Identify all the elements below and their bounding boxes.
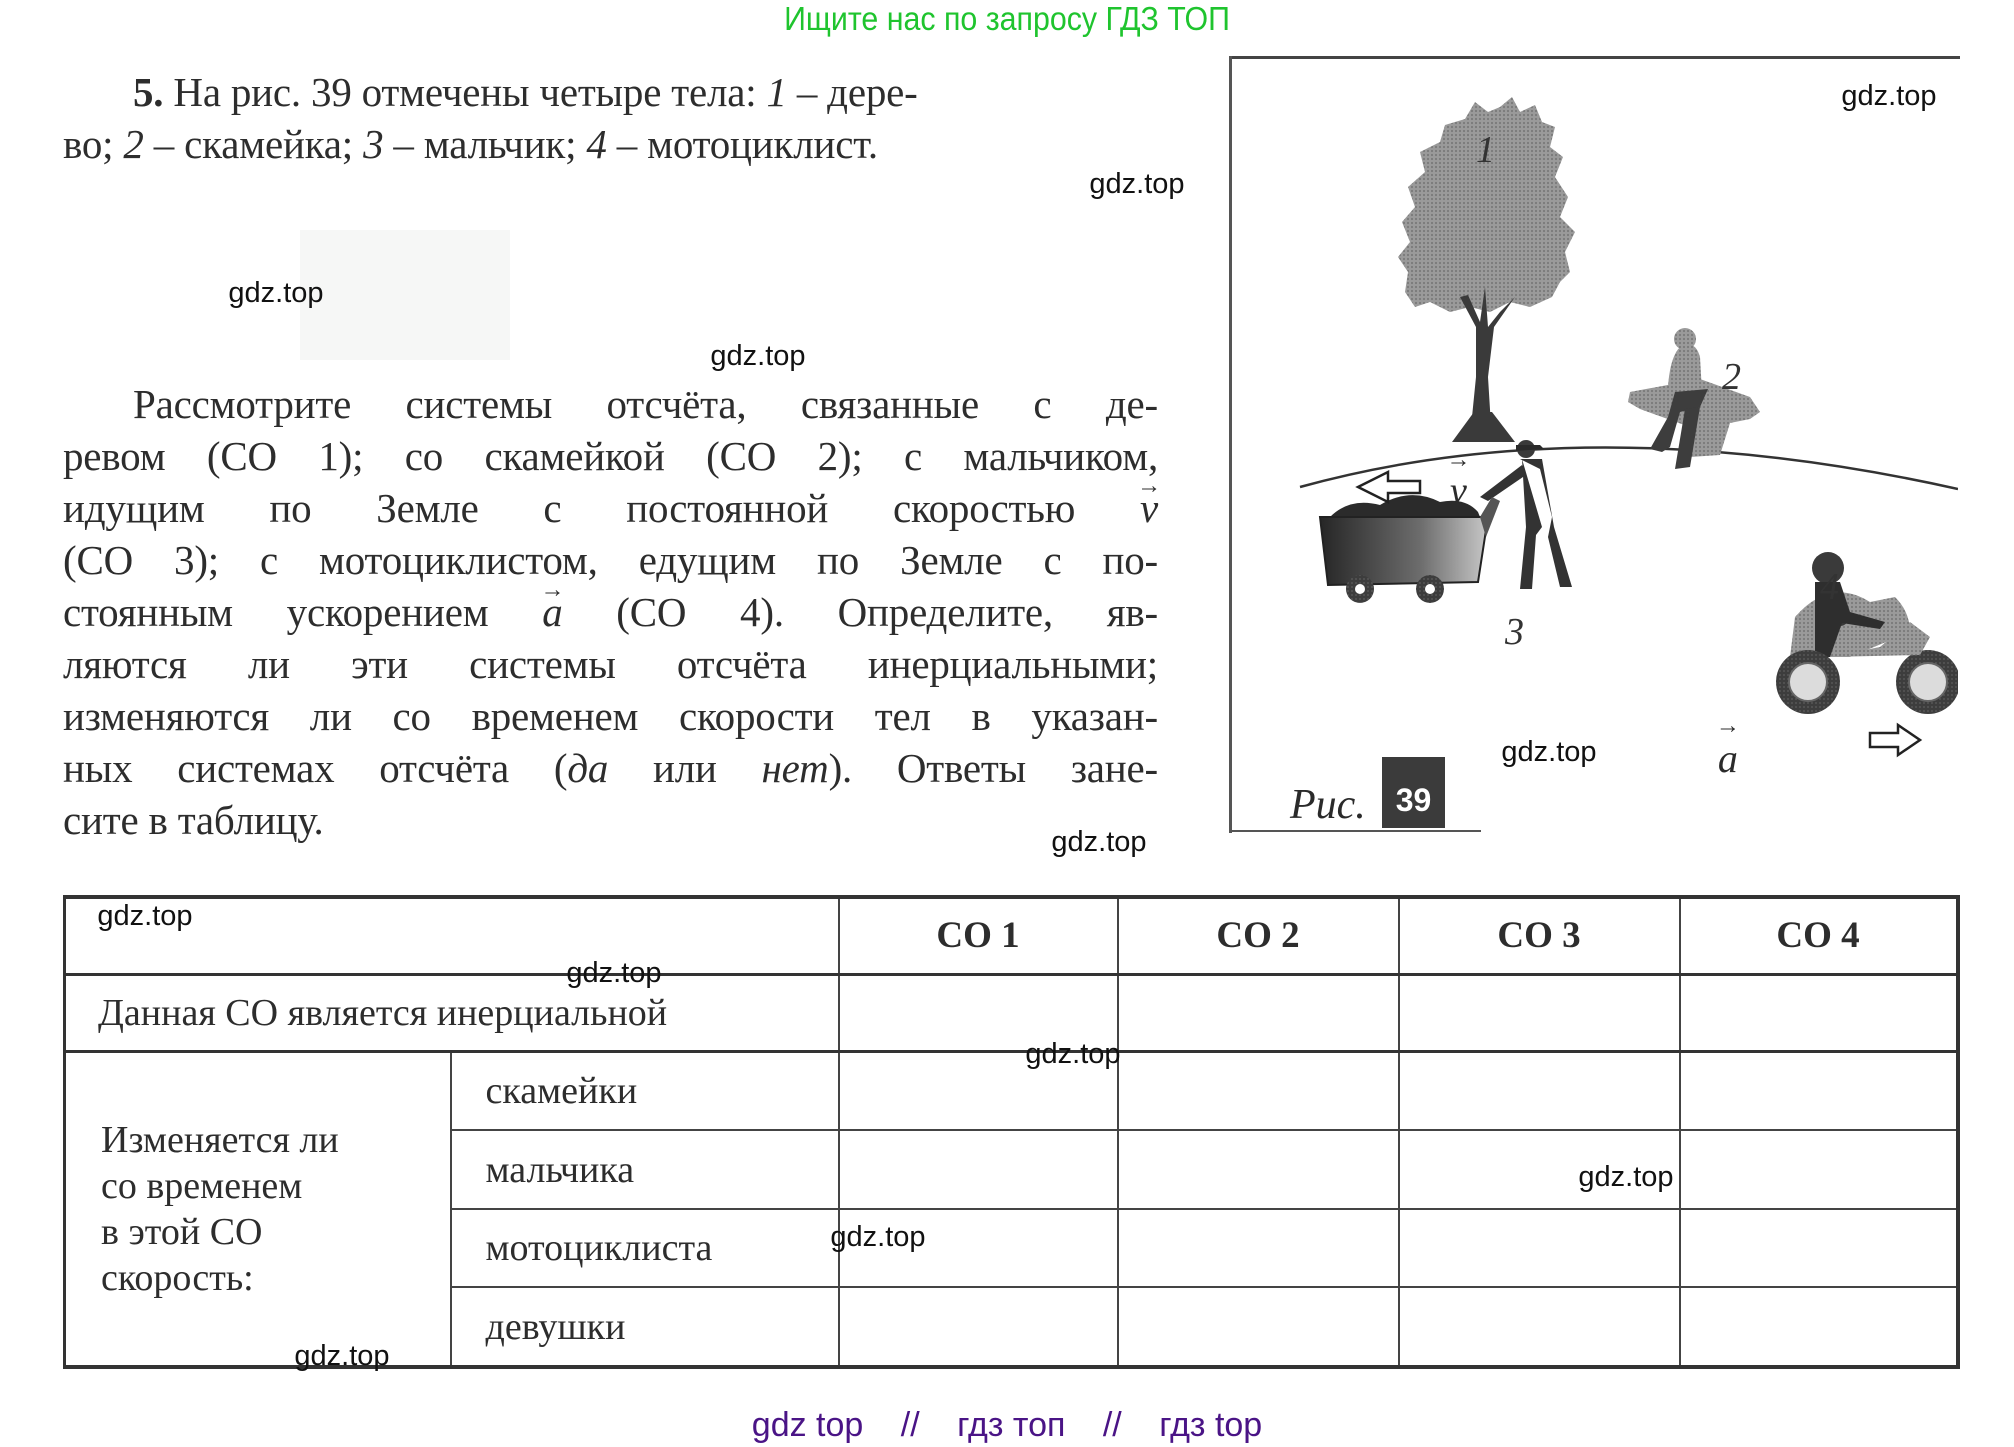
- sub-row-label: скамейки: [451, 1051, 839, 1130]
- table-header-row: [65, 897, 1958, 974]
- intro-number: 4: [586, 121, 607, 167]
- watermark-text: gdz.top: [1841, 80, 1937, 112]
- intro-text: во;: [63, 121, 124, 167]
- footer-link[interactable]: gdz top: [751, 1406, 864, 1444]
- watermark-text: gdz.top: [1089, 168, 1185, 200]
- watermark-text: gdz.top: [710, 340, 806, 372]
- figure-illustration: [1230, 57, 1958, 832]
- answer-cell[interactable]: [839, 1287, 1118, 1367]
- answer-cell[interactable]: [1399, 974, 1680, 1051]
- answer-cell[interactable]: [1399, 1287, 1680, 1367]
- figure-vector-a: → a: [1718, 735, 1738, 782]
- intro-number: 1: [766, 69, 787, 115]
- intro-text: На рис. 39 отмечены четыре тела:: [173, 69, 767, 115]
- figure-number-badge: 39: [1382, 757, 1445, 828]
- body-line: ревом (СО 1); со скамейкой (СО 2); с мальчиком,: [63, 433, 1158, 479]
- intro-number: 3: [363, 121, 384, 167]
- answer-cell[interactable]: [1118, 974, 1399, 1051]
- sub-row-label: мальчика: [451, 1130, 839, 1209]
- column-header: СО 4: [1680, 897, 1958, 974]
- watermark-text: gdz.top: [1501, 736, 1597, 768]
- answer-cell[interactable]: [1680, 1051, 1958, 1130]
- label-boy: 3: [1505, 611, 1524, 653]
- footer-separator: //: [1102, 1406, 1122, 1444]
- body-line: (СО 3); с мотоциклистом, едущим по Земле с по-: [63, 537, 1158, 583]
- watermark-text: gdz.top: [228, 277, 324, 309]
- answer-cell[interactable]: [1680, 1209, 1958, 1287]
- answer-cell[interactable]: [1118, 1051, 1399, 1130]
- watermark-text: gdz.top: [294, 1340, 390, 1372]
- answer-cell[interactable]: [1118, 1130, 1399, 1209]
- body-line: ных системах отсчёта (да или нет). Ответы зане-: [63, 745, 1158, 791]
- watermark-text: gdz.top: [566, 957, 662, 989]
- intro-text: – мальчик;: [383, 121, 587, 167]
- body-line: Рассмотрите системы отсчёта, связанные с де-: [133, 381, 1158, 427]
- figure-caption: Рис.: [1290, 782, 1366, 828]
- figure-vector-v: → v: [1450, 469, 1467, 513]
- task-number: 5.: [133, 69, 164, 115]
- search-banner: Ищите нас по запросу ГДЗ ТОП: [784, 0, 1230, 37]
- footer-link[interactable]: гдз топ: [957, 1406, 1066, 1444]
- answer-cell[interactable]: [1680, 1130, 1958, 1209]
- table-row: [65, 974, 1958, 1051]
- body-line: изменяются ли со временем скорости тел в указан-: [63, 693, 1158, 739]
- column-header: СО 1: [839, 897, 1118, 974]
- row-label-inertial: Данная СО является инерциальной: [65, 974, 839, 1051]
- footer-link[interactable]: гдз top: [1159, 1406, 1263, 1444]
- answer-cell[interactable]: [1118, 1287, 1399, 1367]
- footer-separator: //: [900, 1406, 920, 1444]
- velocity-vector: → v: [1140, 482, 1158, 534]
- footer-links: [0, 1405, 2014, 1445]
- answer-cell[interactable]: [1680, 974, 1958, 1051]
- answer-cell[interactable]: [1680, 1287, 1958, 1367]
- label-motorcyclist: 4: [1820, 566, 1839, 608]
- body-line: стоянным ускорением → a (СО 4). Определите, яв-: [63, 586, 1158, 638]
- acceleration-vector: → a: [542, 586, 562, 638]
- body-line: идущим по Земле с постоянной скоростью → v: [63, 482, 1158, 534]
- answer-cell[interactable]: [1399, 1209, 1680, 1287]
- column-header: СО 2: [1118, 897, 1399, 974]
- watermark-text: gdz.top: [1025, 1038, 1121, 1070]
- watermark-text: gdz.top: [830, 1221, 926, 1253]
- watermark-text: gdz.top: [1051, 826, 1147, 858]
- intro-number: 2: [123, 121, 144, 167]
- intro-text: – мотоциклист.: [606, 121, 878, 167]
- motorcycle-icon: [1776, 552, 1958, 755]
- answer-cell[interactable]: [1399, 1051, 1680, 1130]
- sub-row-label: девушки: [451, 1287, 839, 1367]
- bleed-through-shade: [300, 230, 510, 360]
- sub-row-label: мотоциклиста: [451, 1209, 839, 1287]
- table-row: [65, 1051, 1958, 1130]
- intro-text: – дере-: [786, 69, 918, 115]
- row-group-label: Изменяется ли со временем в этой СО скорость:: [65, 1051, 451, 1367]
- task-intro: [63, 66, 1158, 170]
- task-body: [63, 378, 1158, 846]
- answer-table: [63, 895, 1960, 1369]
- answer-cell[interactable]: [1118, 1209, 1399, 1287]
- body-line: сите в таблицу.: [63, 797, 324, 843]
- body-line: ляются ли эти системы отсчёта инерциальными;: [63, 641, 1158, 687]
- watermark-text: gdz.top: [1578, 1161, 1674, 1193]
- column-header: СО 3: [1399, 897, 1680, 974]
- answer-cell[interactable]: [839, 1130, 1118, 1209]
- label-bench: 2: [1722, 356, 1741, 398]
- watermark-text: gdz.top: [97, 900, 193, 932]
- intro-text: – скамейка;: [143, 121, 364, 167]
- label-tree: 1: [1476, 129, 1495, 171]
